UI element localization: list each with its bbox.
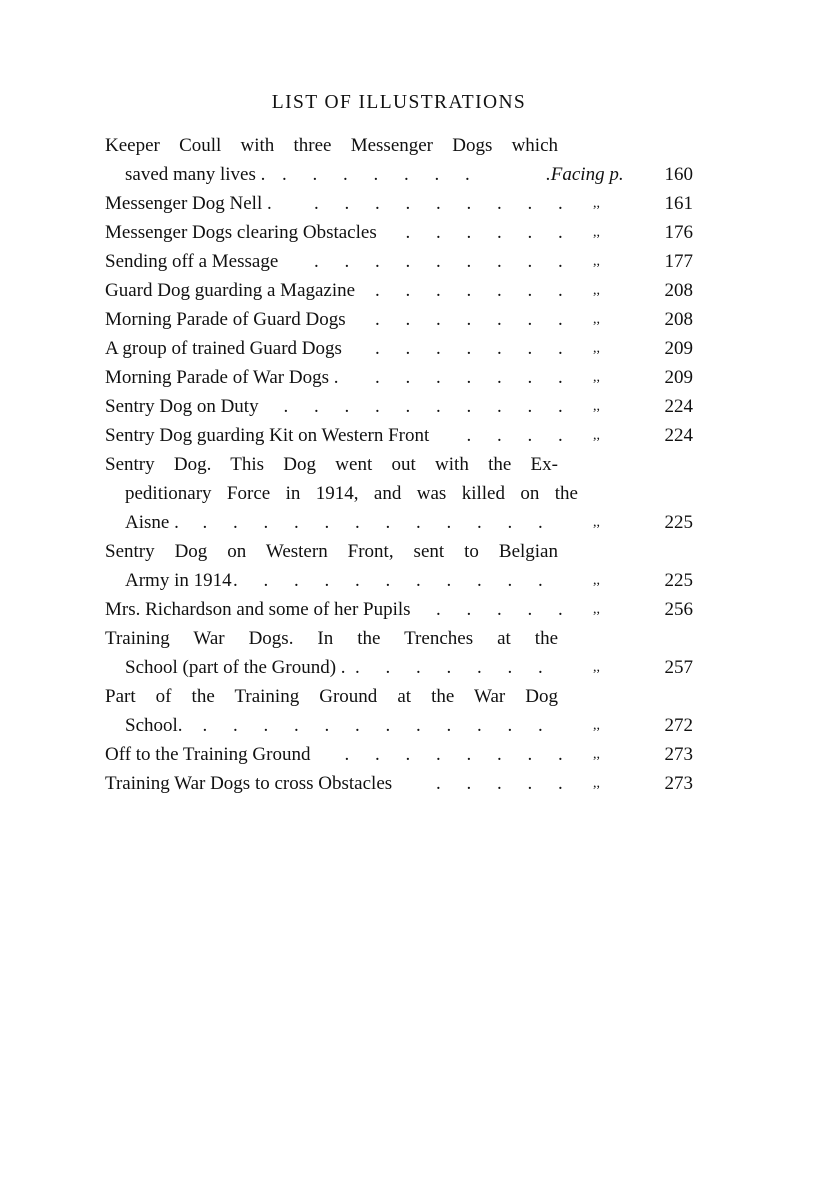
caption-text: Army in 1914: [125, 570, 232, 591]
leader-dot: .: [202, 512, 208, 533]
leader-dot: .: [558, 599, 563, 620]
list-item: [105, 276, 705, 305]
page-number: 224: [664, 396, 693, 417]
ditto-mark: ,,: [593, 341, 600, 356]
leader-dot: .: [375, 280, 380, 301]
entry-caption-continued: [105, 566, 705, 595]
leader-dot: .: [527, 193, 533, 214]
caption-text: Morning Parade of War Dogs .: [105, 367, 339, 388]
leader-dot: .: [477, 512, 482, 533]
leader-dot: .: [558, 251, 563, 272]
entry-caption-continued: [105, 711, 705, 740]
leader-dot: .: [527, 251, 533, 272]
leader-dot: .: [527, 280, 533, 301]
leader-dot: .: [497, 251, 502, 272]
page-number: 273: [664, 773, 693, 794]
leader-dot: .: [355, 715, 360, 736]
leader-dot: .: [497, 599, 502, 620]
ditto-mark: ,,: [593, 660, 600, 675]
page-number: 208: [664, 280, 693, 301]
ditto-mark: ,,: [593, 196, 600, 211]
entry-caption: [105, 218, 705, 247]
leader-dot: .: [385, 657, 391, 678]
leader-dot: .: [466, 193, 472, 214]
caption-text: School (part of the Ground) .: [125, 657, 346, 678]
list-item: [105, 595, 705, 624]
entry-caption: [105, 421, 705, 450]
facing-page-label: .Facing p.: [546, 164, 624, 185]
leader-dot: .: [263, 715, 269, 736]
entry-caption: [105, 624, 558, 653]
leader-dot: .: [497, 367, 502, 388]
ditto-mark: ,,: [593, 602, 600, 617]
leader-dot: .: [344, 744, 350, 765]
leader-dot: .: [283, 396, 289, 417]
leader-dot: .: [497, 338, 502, 359]
leader-dot: .: [466, 309, 472, 330]
entry-caption: [105, 305, 705, 334]
entry-caption: [105, 276, 705, 305]
leader-dot: .: [405, 251, 411, 272]
leader-dot: .: [527, 396, 533, 417]
leader-dot: .: [314, 193, 319, 214]
leader-dot: .: [558, 773, 563, 794]
leader-dot: .: [446, 715, 452, 736]
page-number: 209: [664, 367, 693, 388]
ditto-mark: ,,: [593, 776, 600, 791]
caption-text: Sentry Dog guarding Kit on Western Front: [105, 425, 430, 446]
list-item: [105, 537, 705, 595]
leader-dot: .: [233, 715, 238, 736]
leader-dot: .: [355, 512, 360, 533]
leader-dot: .: [466, 367, 472, 388]
caption-text: School.: [125, 715, 183, 736]
leader-dot: .: [375, 396, 380, 417]
page-number: 176: [664, 222, 693, 243]
leader-dot: .: [538, 657, 543, 678]
leader-dot: .: [497, 222, 502, 243]
list-item: [105, 624, 705, 682]
entry-caption: [105, 334, 705, 363]
leader-dot: .: [233, 570, 238, 591]
leader-dot: .: [436, 338, 441, 359]
caption-text: Training War Dogs to cross Obstacles: [105, 773, 393, 794]
leader-dot: .: [202, 715, 208, 736]
leader-dot: .: [497, 280, 502, 301]
leader-dot: .: [527, 425, 533, 446]
list-item: [105, 769, 705, 798]
list-item: [105, 392, 705, 421]
leader-dot: .: [436, 309, 441, 330]
caption-text: Aisne .: [125, 512, 179, 533]
leader-dot: .: [294, 512, 299, 533]
leader-dot: .: [405, 193, 411, 214]
leader-dot: .: [527, 773, 533, 794]
leader-dot: .: [416, 570, 421, 591]
list-item: [105, 421, 705, 450]
page-number: 209: [664, 338, 693, 359]
leader-dot: .: [527, 309, 533, 330]
page-number: 160: [664, 164, 693, 185]
leader-dot: .: [436, 280, 441, 301]
page-number: 177: [664, 251, 693, 272]
leader-dot: .: [416, 512, 421, 533]
caption-text: Guard Dog guarding a Magazine: [105, 280, 356, 301]
entry-caption: [105, 131, 558, 160]
leader-dot: .: [558, 222, 563, 243]
leader-dot: .: [527, 222, 533, 243]
ditto-mark: ,,: [593, 718, 600, 733]
leader-dot: .: [558, 280, 563, 301]
leader-dot: .: [446, 657, 452, 678]
leader-dot: .: [436, 396, 441, 417]
leader-dot: .: [436, 193, 441, 214]
caption-text: Keeper Coull with three Messenger Dogs which: [105, 135, 558, 156]
ditto-mark: ,,: [593, 573, 600, 588]
leader-dot: .: [477, 657, 482, 678]
entry-caption-continued: [105, 653, 705, 682]
leader-dot: .: [446, 570, 452, 591]
caption-text: Sentry Dog on Western Front, sent to Belgian: [105, 541, 558, 562]
leader-dot: .: [527, 744, 533, 765]
ditto-mark: ,,: [593, 399, 600, 414]
page-number: 224: [664, 425, 693, 446]
caption-text: Sentry Dog. This Dog went out with the Ex-: [105, 454, 558, 475]
leader-dot: .: [558, 193, 563, 214]
ditto-mark: ,,: [593, 312, 600, 327]
caption-text: Mrs. Richardson and some of her Pupils: [105, 599, 411, 620]
caption-text: A group of trained Guard Dogs: [105, 338, 342, 359]
leader-dot: .: [477, 715, 482, 736]
leader-dot: .: [466, 396, 472, 417]
leader-dot: .: [497, 396, 502, 417]
leader-dot: .: [497, 773, 502, 794]
leader-dot: .: [497, 425, 502, 446]
list-item: [105, 131, 705, 189]
leader-dot: .: [416, 657, 421, 678]
page-number: 272: [664, 715, 693, 736]
leader-dot: .: [343, 164, 348, 185]
leader-dot: .: [558, 744, 563, 765]
leader-dot: .: [324, 512, 330, 533]
leader-dot: .: [466, 251, 472, 272]
leader-dot: .: [375, 309, 380, 330]
leader-dot: .: [538, 512, 543, 533]
leader-dot: .: [436, 599, 441, 620]
leader-dot: .: [405, 744, 411, 765]
leader-dot: .: [405, 309, 411, 330]
entry-caption: [105, 595, 705, 624]
ditto-mark: ,,: [593, 254, 600, 269]
ditto-mark: ,,: [593, 370, 600, 385]
leader-dot: .: [294, 570, 299, 591]
leader-dot: .: [404, 164, 409, 185]
leader-dot: .: [263, 570, 269, 591]
leader-dot: .: [436, 773, 441, 794]
leader-dot: .: [436, 222, 441, 243]
leader-dot: .: [466, 338, 472, 359]
ditto-mark: ,,: [593, 428, 600, 443]
leader-dot: .: [314, 251, 319, 272]
entry-caption: [105, 450, 558, 479]
leader-dot: .: [466, 280, 472, 301]
leader-dot: .: [385, 715, 391, 736]
caption-text: Morning Parade of Guard Dogs: [105, 309, 346, 330]
leader-dot: .: [497, 193, 502, 214]
leader-dot: .: [527, 367, 533, 388]
list-item: [105, 189, 705, 218]
leader-dot: .: [405, 338, 411, 359]
leader-dot: .: [558, 425, 563, 446]
leader-dot: .: [344, 193, 350, 214]
caption-text: Part of the Training Ground at the War Dog: [105, 686, 558, 707]
leader-dot: .: [507, 512, 513, 533]
page-number: 208: [664, 309, 693, 330]
ditto-mark: ,,: [593, 225, 600, 240]
entry-caption: [105, 247, 705, 276]
leader-dot: .: [312, 164, 318, 185]
list-item: [105, 247, 705, 276]
leader-dot: .: [436, 251, 441, 272]
caption-text: Sending off a Message: [105, 251, 279, 272]
page-number: 257: [664, 657, 693, 678]
caption-text: Sentry Dog on Duty: [105, 396, 259, 417]
caption-text: peditionary Force in 1914, and was killed on the: [125, 483, 578, 504]
illustrations-list: [105, 131, 705, 798]
caption-text: Training War Dogs. In the Trenches at the: [105, 628, 558, 649]
leader-dot: .: [477, 570, 482, 591]
ditto-mark: ,,: [593, 515, 600, 530]
leader-dot: .: [527, 338, 533, 359]
leader-dot: .: [324, 715, 330, 736]
leader-dot: .: [405, 280, 411, 301]
leader-dot: .: [527, 599, 533, 620]
leader-dot: .: [294, 715, 299, 736]
leader-dot: .: [373, 164, 379, 185]
leader-dot: .: [405, 222, 411, 243]
leader-dot: .: [466, 773, 472, 794]
leader-dot: .: [375, 744, 380, 765]
leader-dot: .: [385, 512, 391, 533]
leader-dot: .: [282, 164, 287, 185]
leader-dot: .: [375, 367, 380, 388]
entry-caption-continued: [105, 508, 705, 537]
list-item: [105, 363, 705, 392]
entry-caption: [105, 537, 558, 566]
leader-dot: .: [558, 396, 563, 417]
leader-dot: .: [465, 164, 470, 185]
leader-dot: .: [375, 193, 380, 214]
leader-dot: .: [466, 744, 472, 765]
leader-dot: .: [344, 396, 350, 417]
entry-caption: [105, 740, 705, 769]
leader-dot: .: [416, 715, 421, 736]
entry-caption: [105, 189, 705, 218]
entry-caption: [105, 769, 705, 798]
leader-dot: .: [466, 222, 472, 243]
leader-dot: .: [233, 512, 238, 533]
leader-dot: .: [405, 367, 411, 388]
entry-caption-continued: [105, 479, 578, 508]
page-number: 225: [664, 570, 693, 591]
page-number: 161: [664, 193, 693, 214]
entry-caption: [105, 682, 558, 711]
leader-dot: .: [314, 396, 319, 417]
leader-dot: .: [497, 309, 502, 330]
page-number: 256: [664, 599, 693, 620]
page-number: 273: [664, 744, 693, 765]
list-item: [105, 682, 705, 740]
caption-text: saved many lives .: [125, 164, 266, 185]
leader-dot: .: [558, 309, 563, 330]
leader-dot: .: [436, 744, 441, 765]
caption-text: Off to the Training Ground: [105, 744, 311, 765]
list-item: [105, 740, 705, 769]
leader-dot: .: [355, 657, 360, 678]
caption-text: Messenger Dogs clearing Obstacles: [105, 222, 377, 243]
list-item: [105, 305, 705, 334]
leader-dot: .: [466, 599, 472, 620]
leader-dot: .: [538, 570, 543, 591]
leader-dot: .: [558, 367, 563, 388]
ditto-mark: ,,: [593, 283, 600, 298]
entry-caption: [105, 392, 705, 421]
page-title: LIST OF ILLUSTRATIONS: [271, 92, 527, 113]
leader-dot: .: [385, 570, 391, 591]
leader-dot: .: [507, 657, 513, 678]
list-item: [105, 334, 705, 363]
leader-dot: .: [538, 715, 543, 736]
page-number: 225: [664, 512, 693, 533]
leader-dot: .: [507, 715, 513, 736]
leader-dot: .: [497, 744, 502, 765]
leader-dot: .: [263, 512, 269, 533]
leader-dot: .: [355, 570, 360, 591]
leader-dot: .: [466, 425, 472, 446]
ditto-mark: ,,: [593, 747, 600, 762]
leader-dot: .: [405, 396, 411, 417]
entry-caption-continued: [105, 160, 705, 189]
list-item: [105, 450, 705, 537]
leader-dot: .: [375, 251, 380, 272]
leader-dot: .: [446, 512, 452, 533]
leader-dot: .: [324, 570, 330, 591]
entry-caption: [105, 363, 705, 392]
leader-dot: .: [375, 338, 380, 359]
list-item: [105, 218, 705, 247]
leader-dot: .: [436, 367, 441, 388]
caption-text: Messenger Dog Nell .: [105, 193, 272, 214]
leader-dot: .: [507, 570, 513, 591]
leader-dot: .: [344, 251, 350, 272]
leader-dot: .: [434, 164, 440, 185]
leader-dot: .: [558, 338, 563, 359]
